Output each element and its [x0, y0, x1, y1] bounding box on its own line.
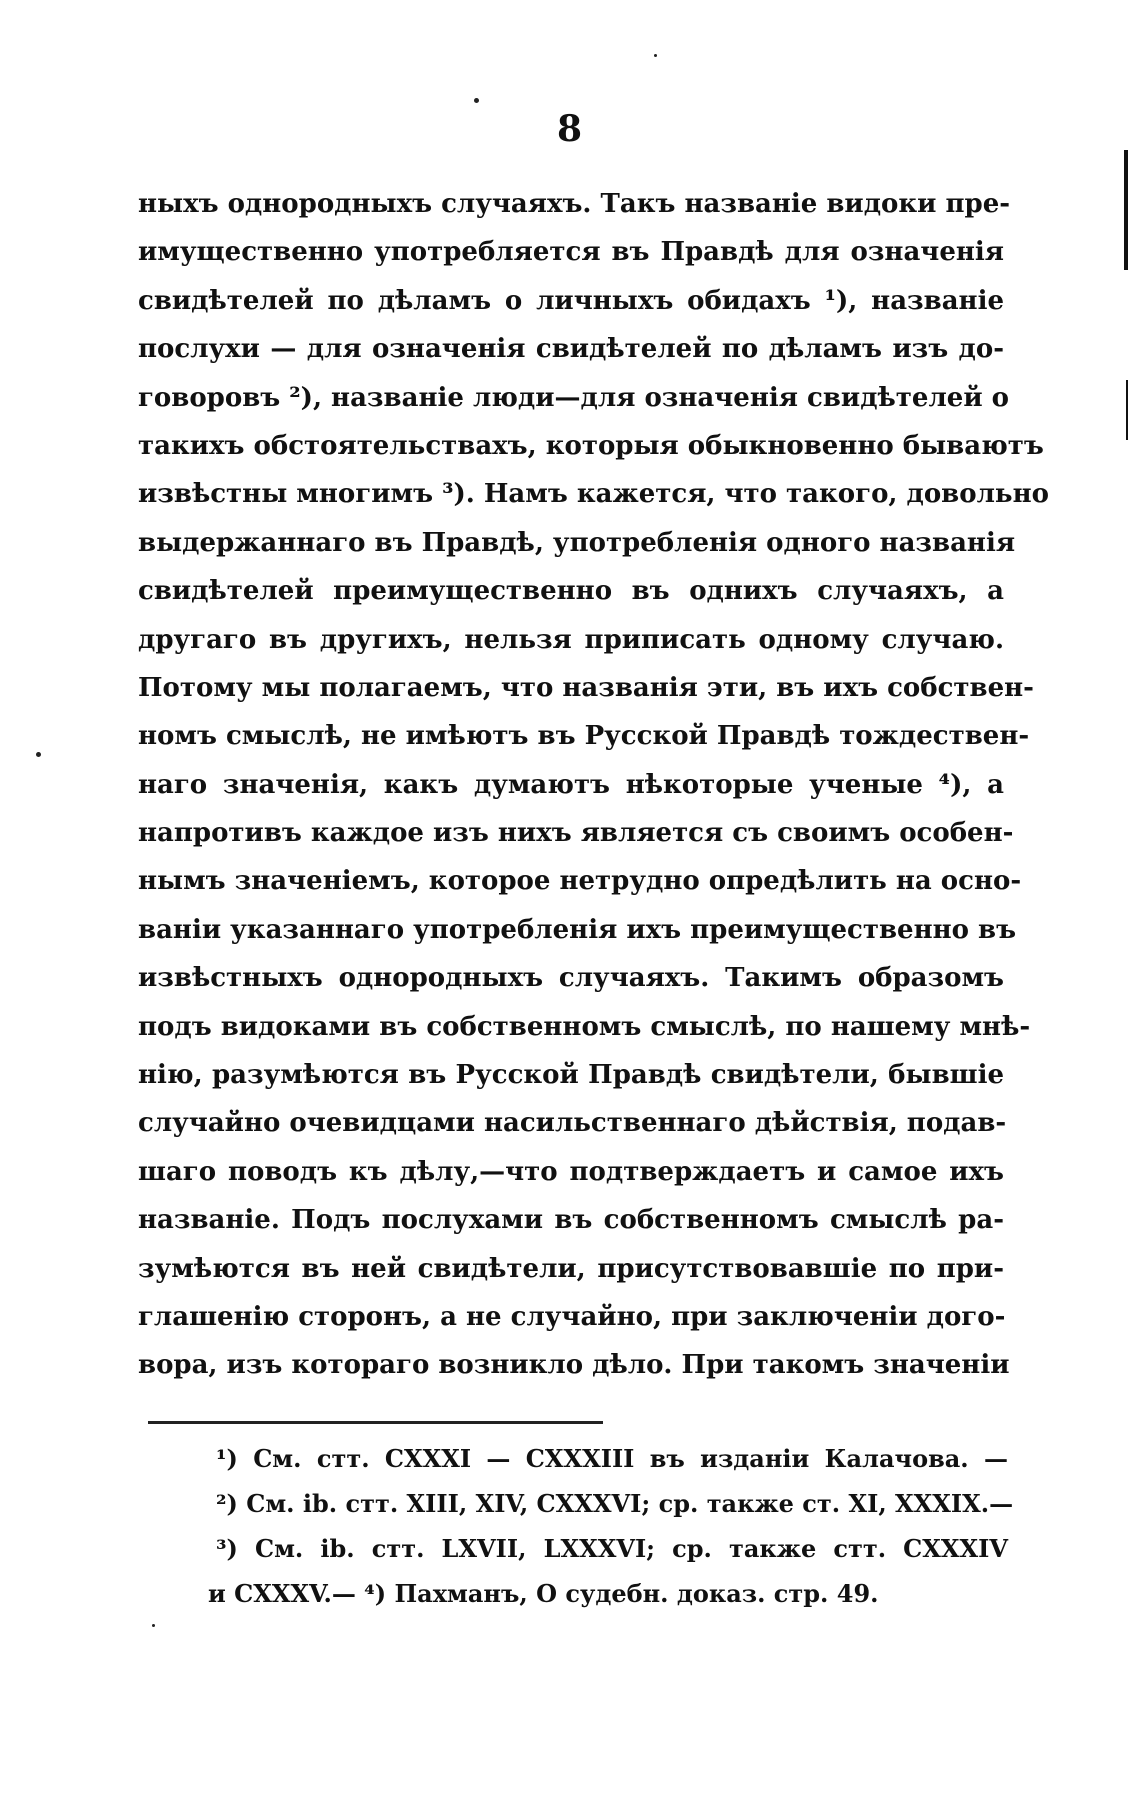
text-line: нію, разумѣются въ Русской Правдѣ свидѣтели, бывшіе [138, 1060, 1004, 1091]
text-line: напротивъ каждое изъ нихъ является съ своимъ особен- [138, 818, 1014, 849]
text-line: номъ смыслѣ, не имѣютъ въ Русской Правдѣ тождествен- [138, 721, 1030, 752]
scan-speck [474, 98, 479, 103]
text-line: вора, изъ котораго возникло дѣло. При такомъ значеніи [138, 1350, 1010, 1381]
footnote-line: ¹) См. стт. CXXXI — CXXXIII въ изданіи Калачова. — [216, 1444, 1008, 1473]
footnote-separator [148, 1421, 603, 1424]
text-line: такихъ обстоятельствахъ, которыя обыкновенно бываютъ [138, 430, 1044, 461]
text-line: имущественно употребляется въ Правдѣ для означенія [138, 237, 1004, 268]
scan-speck [152, 1624, 155, 1627]
text-line: ваніи указаннаго употребленія ихъ преимущественно въ [138, 914, 1017, 945]
text-line: шаго поводъ къ дѣлу,—что подтверждаетъ и самое ихъ [138, 1156, 1004, 1187]
text-line: наго значенія, какъ думаютъ нѣкоторые ученые ⁴), а [138, 769, 1004, 800]
margin-mark [1126, 380, 1128, 440]
text-line: выдержаннаго въ Правдѣ, употребленія одного названія [138, 527, 1016, 558]
text-line: свидѣтелей по дѣламъ о личныхъ обидахъ ¹), названіе [138, 285, 1004, 316]
text-line: зумѣются въ ней свидѣтели, присутствовавшіе по при- [138, 1253, 1004, 1284]
text-line: глашенію сторонъ, а не случайно, при заключеніи дого- [138, 1301, 1006, 1332]
footnote-line: ²) См. ib. стт. XIII, XIV, CXXXVI; ср. также ст. XI, XXXIX.— [216, 1489, 1014, 1518]
scan-speck [654, 54, 657, 57]
text-line: случайно очевидцами насильственнаго дѣйствія, подав- [138, 1108, 1007, 1139]
footnote-line: ³) См. ib. стт. LXVII, LXXXVI; ср. также стт. CXXXIV [216, 1534, 1008, 1563]
margin-mark [1124, 150, 1128, 270]
footnote-line: и CXXXV.— ⁴) Пахманъ, О судебн. доказ. стр. 49. [208, 1579, 879, 1608]
text-line: говоровъ ²), названіе люди—для означенія свидѣтелей о [138, 382, 1010, 413]
text-line: извѣстны многимъ ³). Намъ кажется, что такого, довольно [138, 479, 1049, 510]
text-line: другаго въ другихъ, нельзя приписать одному случаю. [138, 624, 1004, 655]
text-line: свидѣтелей преимущественно въ однихъ случаяхъ, а [138, 576, 1004, 607]
page-number: 8 [556, 108, 584, 150]
body-text [138, 180, 1049, 1390]
text-line: подъ видоками въ собственномъ смыслѣ, по нашему мнѣ- [138, 1011, 1031, 1042]
text-line: послухи — для означенія свидѣтелей по дѣламъ изъ до- [138, 334, 1004, 365]
text-line: нымъ значеніемъ, которое нетрудно опредѣлить на осно- [138, 866, 1022, 897]
text-line: ныхъ однородныхъ случаяхъ. Такъ названіе видоки пре- [138, 189, 1011, 219]
footnotes [208, 1436, 1014, 1616]
text-line: Потому мы полагаемъ, что названія эти, въ ихъ собствен- [138, 672, 1034, 703]
text-line: названіе. Подъ послухами въ собственномъ смыслѣ ра- [138, 1205, 1004, 1236]
scan-speck [36, 752, 41, 757]
text-line: извѣстныхъ однородныхъ случаяхъ. Такимъ образомъ [138, 963, 1004, 994]
